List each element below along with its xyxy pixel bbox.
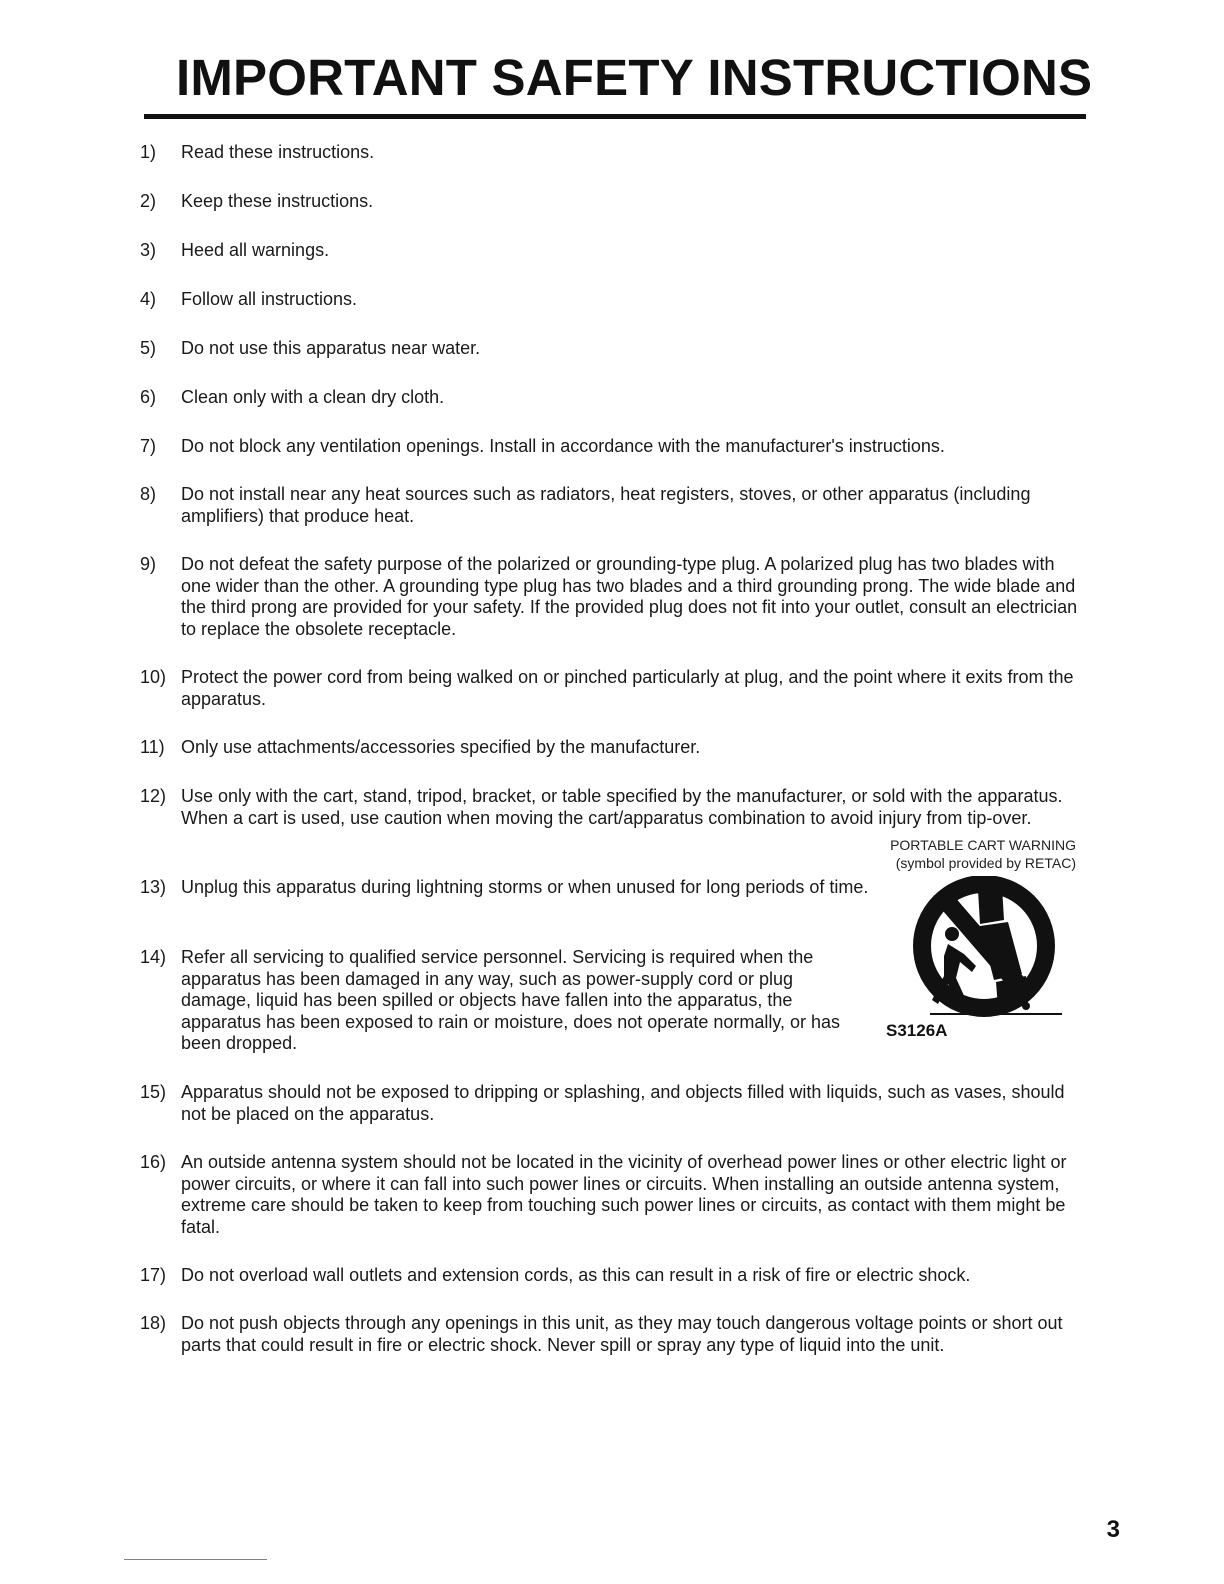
item-number: 14) [140, 947, 167, 967]
item-number: 13) [140, 877, 167, 897]
item-text: Do not push objects through any openings in this unit, as they may touch dangerous voltage points or short out parts that could result in fire or electric shock. Never spill or spray any type of liquid into the unit. [181, 1313, 1063, 1355]
item-text: Only use attachments/accessories specified by the manufacturer. [181, 737, 701, 757]
item-number: 3) [140, 240, 157, 260]
footer-divider [124, 1559, 267, 1560]
cart-warning-caption [860, 836, 1076, 872]
item-number: 12) [140, 786, 167, 806]
item-text: Keep these instructions. [181, 191, 374, 211]
item-number: 1) [140, 142, 157, 162]
item-number: 16) [140, 1152, 167, 1172]
item-number: 7) [140, 436, 157, 456]
page-title: IMPORTANT SAFETY INSTRUCTIONS [176, 49, 1093, 106]
item-text: Refer all servicing to qualified service personnel. Servicing is required when the apparatus has been damaged in any way, such as power-supply cord or plug damage, liquid has been spilled or objects have fallen into the apparatus, the apparatus has been exposed to rain or moisture, does not operate normally, or has been dropped. [181, 947, 841, 1054]
title-divider [144, 114, 1086, 119]
item-number: 15) [140, 1082, 167, 1102]
item-text: Do not block any ventilation openings. Install in accordance with the manufacturer's instructions. [181, 436, 945, 456]
cart-warning-credit: (symbol provided by RETAC) [895, 855, 1076, 871]
item-text: Use only with the cart, stand, tripod, bracket, or table specified by the manufacturer, or sold with the apparatus. When a cart is used, use caution when moving the cart/apparatus combination to avoid injury from tip-over. [181, 786, 1063, 828]
item-text: Read these instructions. [181, 142, 375, 162]
item-number: 6) [140, 387, 157, 407]
item-number: 5) [140, 338, 157, 358]
symbol-code: S3126A [886, 1021, 948, 1040]
item-number: 11) [140, 737, 165, 757]
item-number: 10) [140, 667, 167, 687]
item-number: 4) [140, 289, 157, 309]
no-cart-tipping-icon [880, 876, 1066, 1042]
item-text: Do not use this apparatus near water. [181, 338, 481, 358]
item-text: Do not overload wall outlets and extension cords, as this can result in a risk of fire or electric shock. [181, 1265, 971, 1285]
item-text: Unplug this apparatus during lightning storms or when unused for long periods of time. [181, 877, 869, 897]
item-text: Protect the power cord from being walked on or pinched particularly at plug, and the point where it exits from the apparatus. [181, 667, 1074, 709]
item-text: Follow all instructions. [181, 289, 358, 309]
item-number: 9) [140, 554, 157, 574]
item-text: Clean only with a clean dry cloth. [181, 387, 445, 407]
item-text: An outside antenna system should not be located in the vicinity of overhead power lines or other electric light or power circuits, or where it can fall into such power lines or circuits. When installing an outside antenna system, extreme care should be taken to keep from touching such power lines or circuits, as contact with them might be fatal. [181, 1152, 1067, 1237]
item-text: Do not install near any heat sources such as radiators, heat registers, stoves, or other apparatus (including amplifiers) that produce heat. [181, 484, 1031, 526]
page-number: 3 [1106, 1516, 1120, 1543]
item-number: 18) [140, 1313, 167, 1333]
item-text: Apparatus should not be exposed to dripping or splashing, and objects filled with liquids, such as vases, should not be placed on the apparatus. [181, 1082, 1065, 1124]
item-text: Heed all warnings. [181, 240, 330, 260]
item-number: 8) [140, 484, 157, 504]
item-text: Do not defeat the safety purpose of the polarized or grounding-type plug. A polarized plug has two blades with one wider than the other. A grounding type plug has two blades and a third grounding prong. The wide blade and the third prong are provided for your safety. If the provided plug does not fit into your outlet, consult an electrician to replace the obsolete receptacle. [181, 554, 1078, 639]
cart-warning-title: PORTABLE CART WARNING [890, 837, 1076, 853]
item-number: 17) [140, 1265, 167, 1285]
item-number: 2) [140, 191, 157, 211]
